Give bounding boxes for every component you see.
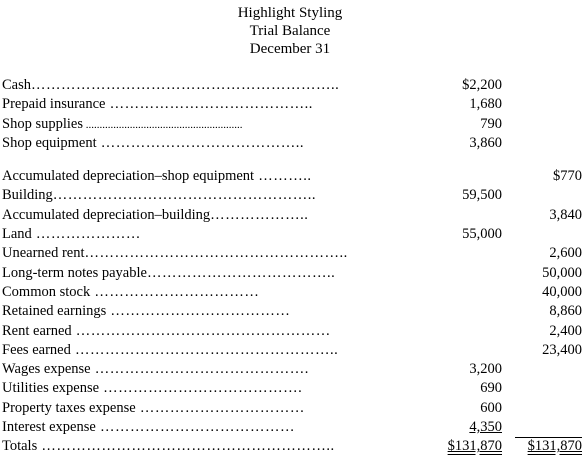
- credit-amount: 8,860: [549, 303, 582, 320]
- account-label: Unearned rent……………………………………………..: [2, 245, 348, 262]
- credit-amount: 23,400: [542, 341, 582, 358]
- totals-label: Totals …………………………………………………..: [2, 438, 335, 455]
- account-row: [0, 244, 582, 263]
- account-row: [0, 264, 582, 283]
- account-label: Property taxes expense ……………………………: [2, 399, 305, 416]
- debit-amount: 55,000: [462, 226, 502, 243]
- credit-amount: 2,600: [549, 245, 582, 262]
- account-label: Long-term notes payable………………………………..: [2, 264, 336, 281]
- account-label: Prepaid insurance …………………………………..: [2, 96, 313, 113]
- credit-amount: 50,000: [542, 264, 582, 281]
- account-label: Wages expense …………………………………….: [2, 361, 309, 378]
- account-label: Accumulated depreciation–building………………..: [2, 206, 309, 223]
- account-row: [0, 399, 582, 418]
- account-row: [0, 302, 582, 321]
- account-label: Common stock ……………………………: [2, 283, 260, 300]
- debit-amount: 3,860: [469, 134, 502, 151]
- debit-amount: 790: [480, 115, 502, 132]
- account-label: Utilities expense ………………………………….: [2, 380, 303, 397]
- totals-row: [0, 437, 582, 456]
- credit-column-rule: [515, 437, 582, 438]
- account-label: Building……………………………………………..: [2, 187, 317, 204]
- total-credit: $131,870: [527, 438, 582, 455]
- account-label: Cash……………………………………………………..: [2, 77, 340, 93]
- credit-amount: 3,840: [549, 206, 582, 223]
- statement-header: [0, 4, 582, 58]
- account-row: [0, 322, 582, 341]
- account-row: [0, 379, 582, 398]
- debit-amount: 4,350: [469, 419, 502, 436]
- account-row: [0, 186, 582, 205]
- account-label: Fees earned ……………………………………………..: [2, 341, 339, 358]
- debit-amount: 1,680: [469, 96, 502, 113]
- account-label: Interest expense …………………………………: [2, 419, 295, 436]
- account-row: [0, 76, 582, 95]
- account-row: [0, 134, 582, 153]
- account-rows: [0, 76, 582, 457]
- account-row: [0, 225, 582, 244]
- debit-amount: 3,200: [469, 361, 502, 378]
- debit-amount: 690: [480, 380, 502, 397]
- credit-amount: 40,000: [542, 283, 582, 300]
- credit-amount: 2,400: [549, 322, 582, 339]
- account-label: Accumulated depreciation–shop equipment ………..: [2, 168, 312, 185]
- total-debit: $131,870: [447, 438, 502, 455]
- account-row: [0, 167, 582, 186]
- account-label: Shop equipment …………………………………..: [2, 134, 305, 151]
- debit-amount: 600: [480, 399, 502, 416]
- account-row: [0, 360, 582, 379]
- statement-date: December 31: [249, 41, 331, 57]
- account-row: [0, 95, 582, 114]
- account-label: Land …………………: [2, 226, 141, 243]
- account-label: Retained earnings ………………………………: [2, 303, 291, 320]
- statement-title: Trial Balance: [249, 23, 331, 39]
- account-row: [0, 115, 582, 134]
- account-row: [0, 283, 582, 302]
- debit-amount: $2,200: [462, 77, 502, 93]
- credit-amount: $770: [553, 168, 582, 185]
- account-label: Shop supplies .........................................................: [2, 115, 243, 132]
- account-row: [0, 206, 582, 225]
- company-name: Highlight Styling: [237, 5, 343, 21]
- account-row: [0, 418, 582, 437]
- debit-amount: 59,500: [462, 187, 502, 204]
- account-row: [0, 341, 582, 360]
- account-label: Rent earned ……………………………………………: [2, 322, 331, 339]
